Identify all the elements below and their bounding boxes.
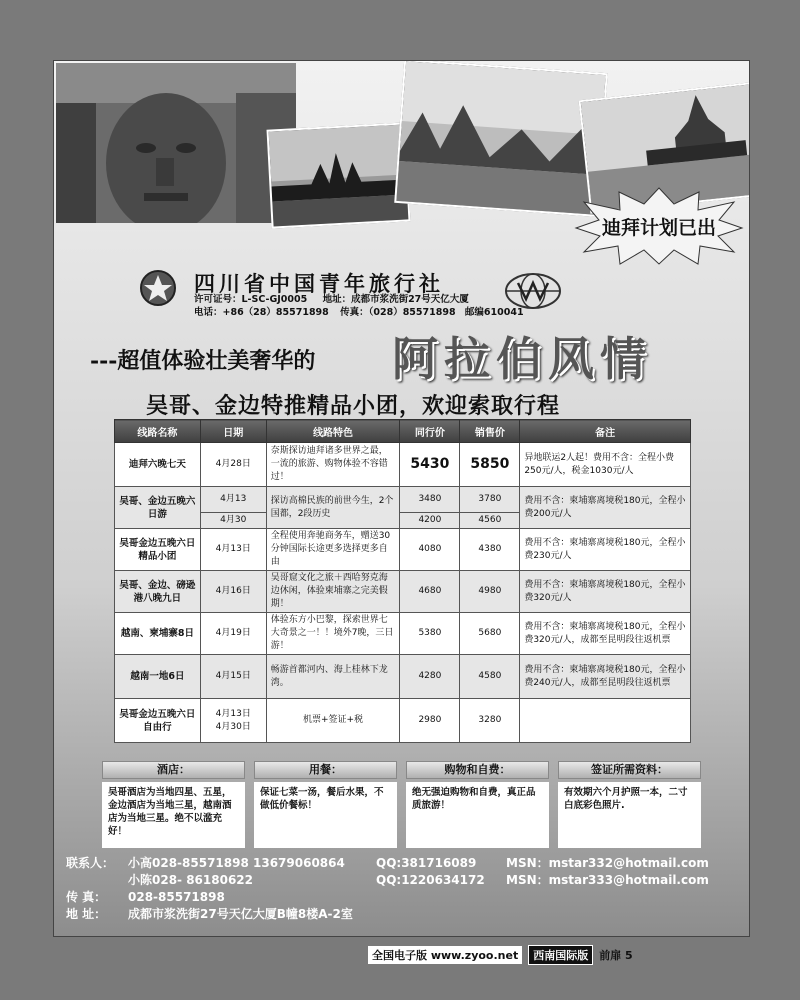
peer-price-2: 4200 (400, 513, 460, 529)
table-row (115, 443, 691, 487)
peer-price: 2980 (400, 699, 460, 743)
contact-msn-1: MSN：mstar332@hotmail.com (506, 856, 709, 870)
address-label: 地 址： (66, 907, 107, 921)
contact-label: 联系人： (66, 856, 115, 870)
route-feature: 奈斯探访迪拜诸多世界之最，一流的旅游、购物体验不容错过！ (266, 443, 400, 487)
section-label: 西南国际版 (528, 945, 593, 965)
peer-price: 4680 (400, 571, 460, 613)
angkor-sunset-photo (267, 122, 411, 228)
hotel-box (102, 761, 245, 849)
route-name: 越南、柬埔寨8日 (115, 613, 201, 655)
globe-logo-icon (504, 271, 562, 311)
route-date-2: 4月30日 (215, 721, 251, 732)
burst-text: 迪拜计划已出 (601, 216, 716, 239)
route-feature: 体验东方小巴黎，探索世界七大奇景之一！！境外7晚，三日游！ (266, 613, 400, 655)
shopping-box-body: 绝无强迫购物和自费，真正品质旅游！ (406, 782, 549, 848)
route-name: 吴哥、金边、磅逊港八晚九日 (115, 571, 201, 613)
table-row (115, 571, 691, 613)
route-name: 迪拜六晚七天 (115, 443, 201, 487)
visa-box (558, 761, 701, 849)
agency-name: 四川省中国青年旅行社 (194, 272, 444, 296)
bayon-face-photo (56, 63, 296, 223)
header-date: 日期 (200, 420, 266, 443)
header-note: 备注 (520, 420, 691, 443)
agency-postcode: 邮编610041 (464, 307, 524, 318)
table-header-row (115, 420, 691, 443)
route-note: 费用不含：柬埔寨离境税180元，全程小费240元/人，成都至昆明段往返机票 (520, 655, 691, 699)
header-peer-price: 同行价 (400, 420, 460, 443)
peer-price: 4280 (400, 655, 460, 699)
slogan: ---超值体验壮美奢华的 (90, 348, 316, 374)
route-date: 4月13日 (215, 708, 251, 719)
route-date-pair (200, 699, 266, 743)
page-footer (368, 944, 633, 966)
route-feature: 机票+签证+税 (266, 699, 400, 743)
tour-table (114, 419, 691, 743)
full-address: 成都市浆洗街27号天亿大厦B幢8楼A-2室 (128, 907, 353, 921)
license-number: 许可证号：L-SC-GJ0005 (194, 294, 308, 305)
fax-label: 传 真： (66, 890, 107, 904)
header-feature: 线路特色 (266, 420, 400, 443)
hotel-box-title: 酒店： (102, 761, 245, 779)
route-note: 费用不含：柬埔寨离境税180元，全程小费230元/人 (520, 529, 691, 571)
meal-box-body: 保证七菜一汤，餐后水果，不做低价餐标！ (254, 782, 397, 848)
contact-qq-2: QQ:1220634172 (376, 873, 485, 887)
header-sale-price: 销售价 (460, 420, 520, 443)
route-feature: 探访高棉民族的前世今生，2个国都，2段历史 (266, 487, 400, 529)
star-logo-icon (134, 266, 182, 306)
route-name: 吴哥金边五晚六日精品小团 (115, 529, 201, 571)
route-feature: 吴哥窟文化之旅＋西哈努克海边休闲，体验柬埔寨之完美假期！ (266, 571, 400, 613)
table-row (115, 613, 691, 655)
agency-phone: 电话：+86（28）85571898 (194, 307, 329, 318)
subtitle: 吴哥、金边特推精品小团，欢迎索取行程 (146, 393, 561, 419)
route-date: 4月13日 (200, 529, 266, 571)
route-note: 异地联运2人起！费用不含：全程小费250元/人，税金1030元/人 (520, 443, 691, 487)
route-note (520, 699, 691, 743)
sale-price: 3780 (460, 487, 520, 513)
edition-label: 全国电子版 www.zyoo.net (368, 946, 522, 964)
route-date: 4月19日 (200, 613, 266, 655)
agency-fax: 传真：（028）85571898 (340, 307, 456, 318)
peer-price: 4080 (400, 529, 460, 571)
sale-price: 4980 (460, 571, 520, 613)
route-feature: 畅游首都河内、海上桂林下龙湾。 (266, 655, 400, 699)
route-date-2: 4月30 (200, 513, 266, 529)
meal-box (254, 761, 397, 849)
dubai-plan-burst (574, 186, 744, 266)
shopping-box-title: 购物和自费： (406, 761, 549, 779)
route-note: 费用不含：柬埔寨离境税180元，全程小费320元/人 (520, 571, 691, 613)
ad-page (53, 60, 750, 937)
route-date: 4月13 (200, 487, 266, 513)
table-row (115, 487, 691, 513)
sale-price: 5680 (460, 613, 520, 655)
visa-box-body: 有效期六个月护照一本，二寸白底彩色照片. (558, 782, 701, 848)
route-name: 吴哥、金边五晚六日游 (115, 487, 201, 529)
route-date: 4月28日 (200, 443, 266, 487)
meal-box-title: 用餐： (254, 761, 397, 779)
contact-qq-1: QQ:381716089 (376, 856, 477, 870)
route-note: 费用不含：柬埔寨离境税180元，全程小费200元/人 (520, 487, 691, 529)
table-row (115, 529, 691, 571)
info-boxes (102, 761, 702, 851)
big-title: 阿拉伯风情 (392, 332, 652, 386)
header-route: 线路名称 (115, 420, 201, 443)
page-number: 前扉 5 (599, 949, 633, 962)
fax-number: 028-85571898 (128, 890, 225, 904)
route-name: 越南一地6日 (115, 655, 201, 699)
sale-price-2: 4560 (460, 513, 520, 529)
hotel-box-body: 吴哥酒店为当地四星、五星，金边酒店为当地三星，越南酒店为当地三星。绝不以滥充好！ (102, 782, 245, 848)
route-name: 吴哥金边五晚六日自由行 (115, 699, 201, 743)
agency-info (194, 293, 524, 319)
sale-price: 3280 (460, 699, 520, 743)
contact-msn-2: MSN：mstar333@hotmail.com (506, 873, 709, 887)
shopping-box (406, 761, 549, 849)
visa-box-title: 签证所需资料： (558, 761, 701, 779)
peer-price: 5380 (400, 613, 460, 655)
route-note: 费用不含：柬埔寨离境税180元，全程小费320元/人，成都至昆明段往返机票 (520, 613, 691, 655)
table-row (115, 655, 691, 699)
route-feature: 全程使用奔驰商务车，赠送30分钟国际长途更多选择更多自由 (266, 529, 400, 571)
sale-price: 5850 (460, 443, 520, 487)
sale-price: 4580 (460, 655, 520, 699)
agency-address: 地址：成都市浆洗街27号天亿大厦 (322, 294, 469, 305)
route-date: 4月15日 (200, 655, 266, 699)
table-row (115, 699, 691, 743)
sale-price: 4380 (460, 529, 520, 571)
contact-person-2: 小陈028- 86180622 (128, 873, 254, 887)
route-date: 4月16日 (200, 571, 266, 613)
contact-person-1: 小高028-85571898 13679060864 (128, 856, 345, 870)
peer-price: 5430 (400, 443, 460, 487)
peer-price: 3480 (400, 487, 460, 513)
